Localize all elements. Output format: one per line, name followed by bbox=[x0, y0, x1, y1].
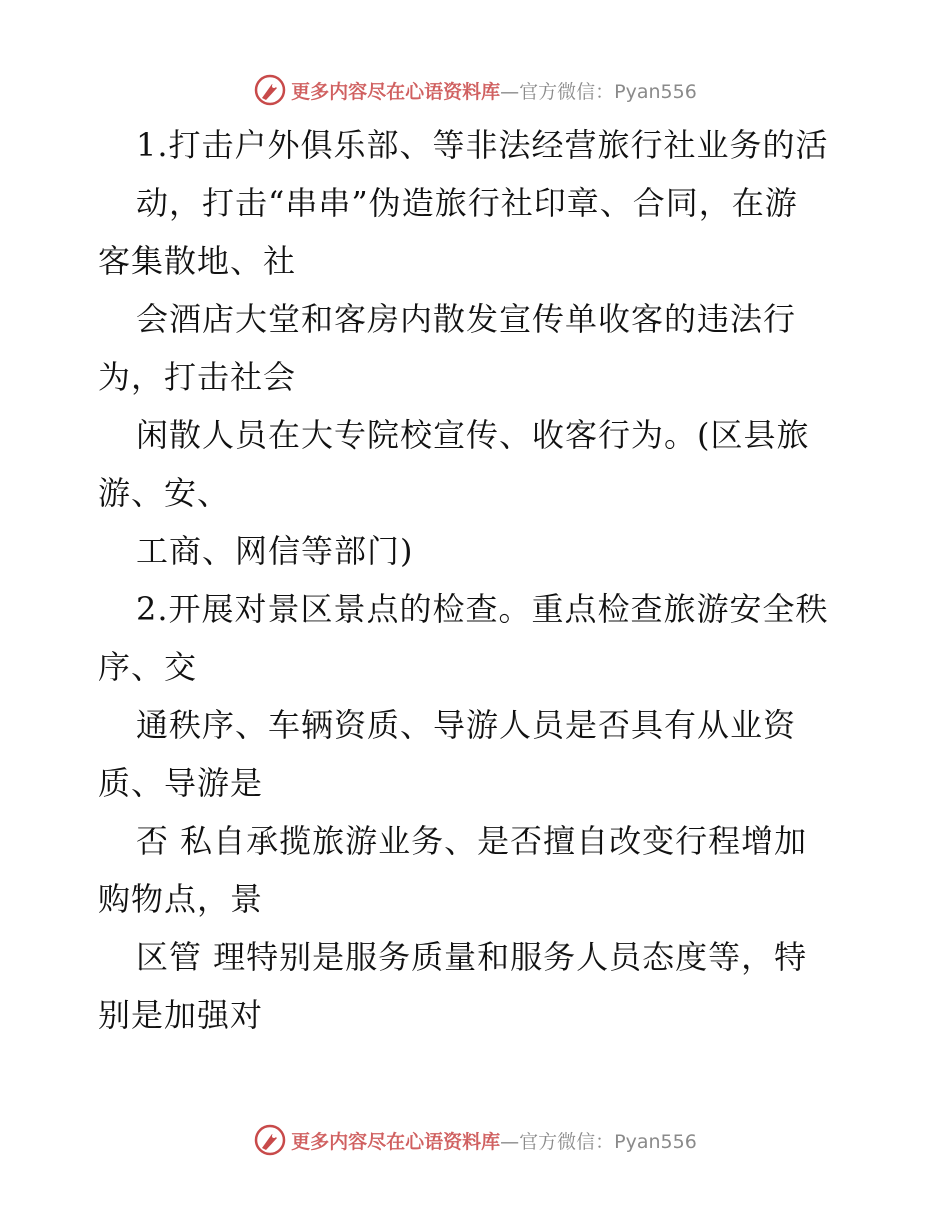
text-line: 质、导游是 bbox=[98, 764, 264, 802]
text-line: 序、交 bbox=[98, 648, 198, 686]
text-line: 客集散地、社 bbox=[98, 242, 297, 280]
banner-site-name: 更多内容尽在心语资料库 bbox=[291, 80, 501, 103]
document-body bbox=[98, 116, 858, 1044]
pen-nib-logo-icon bbox=[253, 1123, 287, 1157]
text-line: 2.开展对景区景点的检查。重点检查旅游安全秩 bbox=[136, 590, 829, 628]
banner-site-name: 更多内容尽在心语资料库 bbox=[291, 1130, 501, 1153]
text-line: 工商、网信等部门) bbox=[136, 532, 414, 570]
text-line: 动，打击“串串”伪造旅行社印章、合同，在游 bbox=[136, 184, 798, 222]
text-line: 购物点，景 bbox=[98, 880, 264, 918]
text-line: 别是加强对 bbox=[98, 996, 264, 1034]
text-line: 游、安、 bbox=[98, 474, 231, 512]
text-line: 1.打击户外俱乐部、等非法经营旅行社业务的活 bbox=[136, 126, 829, 164]
footer-banner bbox=[0, 1120, 950, 1160]
text-line: 否 私自承揽旅游业务、是否擅自改变行程增加 bbox=[136, 822, 808, 860]
text-line: 闲散人员在大专院校宣传、收客行为。(区县旅 bbox=[136, 416, 810, 454]
banner-wechat-id: —官方微信：Pyan556 bbox=[500, 80, 697, 103]
banner-wechat-id: —官方微信：Pyan556 bbox=[500, 1130, 697, 1153]
text-line: 会酒店大堂和客房内散发宣传单收客的违法行 bbox=[136, 300, 797, 338]
text-line: 为，打击社会 bbox=[98, 358, 297, 396]
text-line: 通秩序、车辆资质、导游人员是否具有从业资 bbox=[136, 706, 797, 744]
text-line: 区管 理特别是服务质量和服务人员态度等，特 bbox=[136, 938, 808, 976]
header-banner bbox=[0, 70, 950, 110]
pen-nib-logo-icon bbox=[253, 73, 287, 107]
